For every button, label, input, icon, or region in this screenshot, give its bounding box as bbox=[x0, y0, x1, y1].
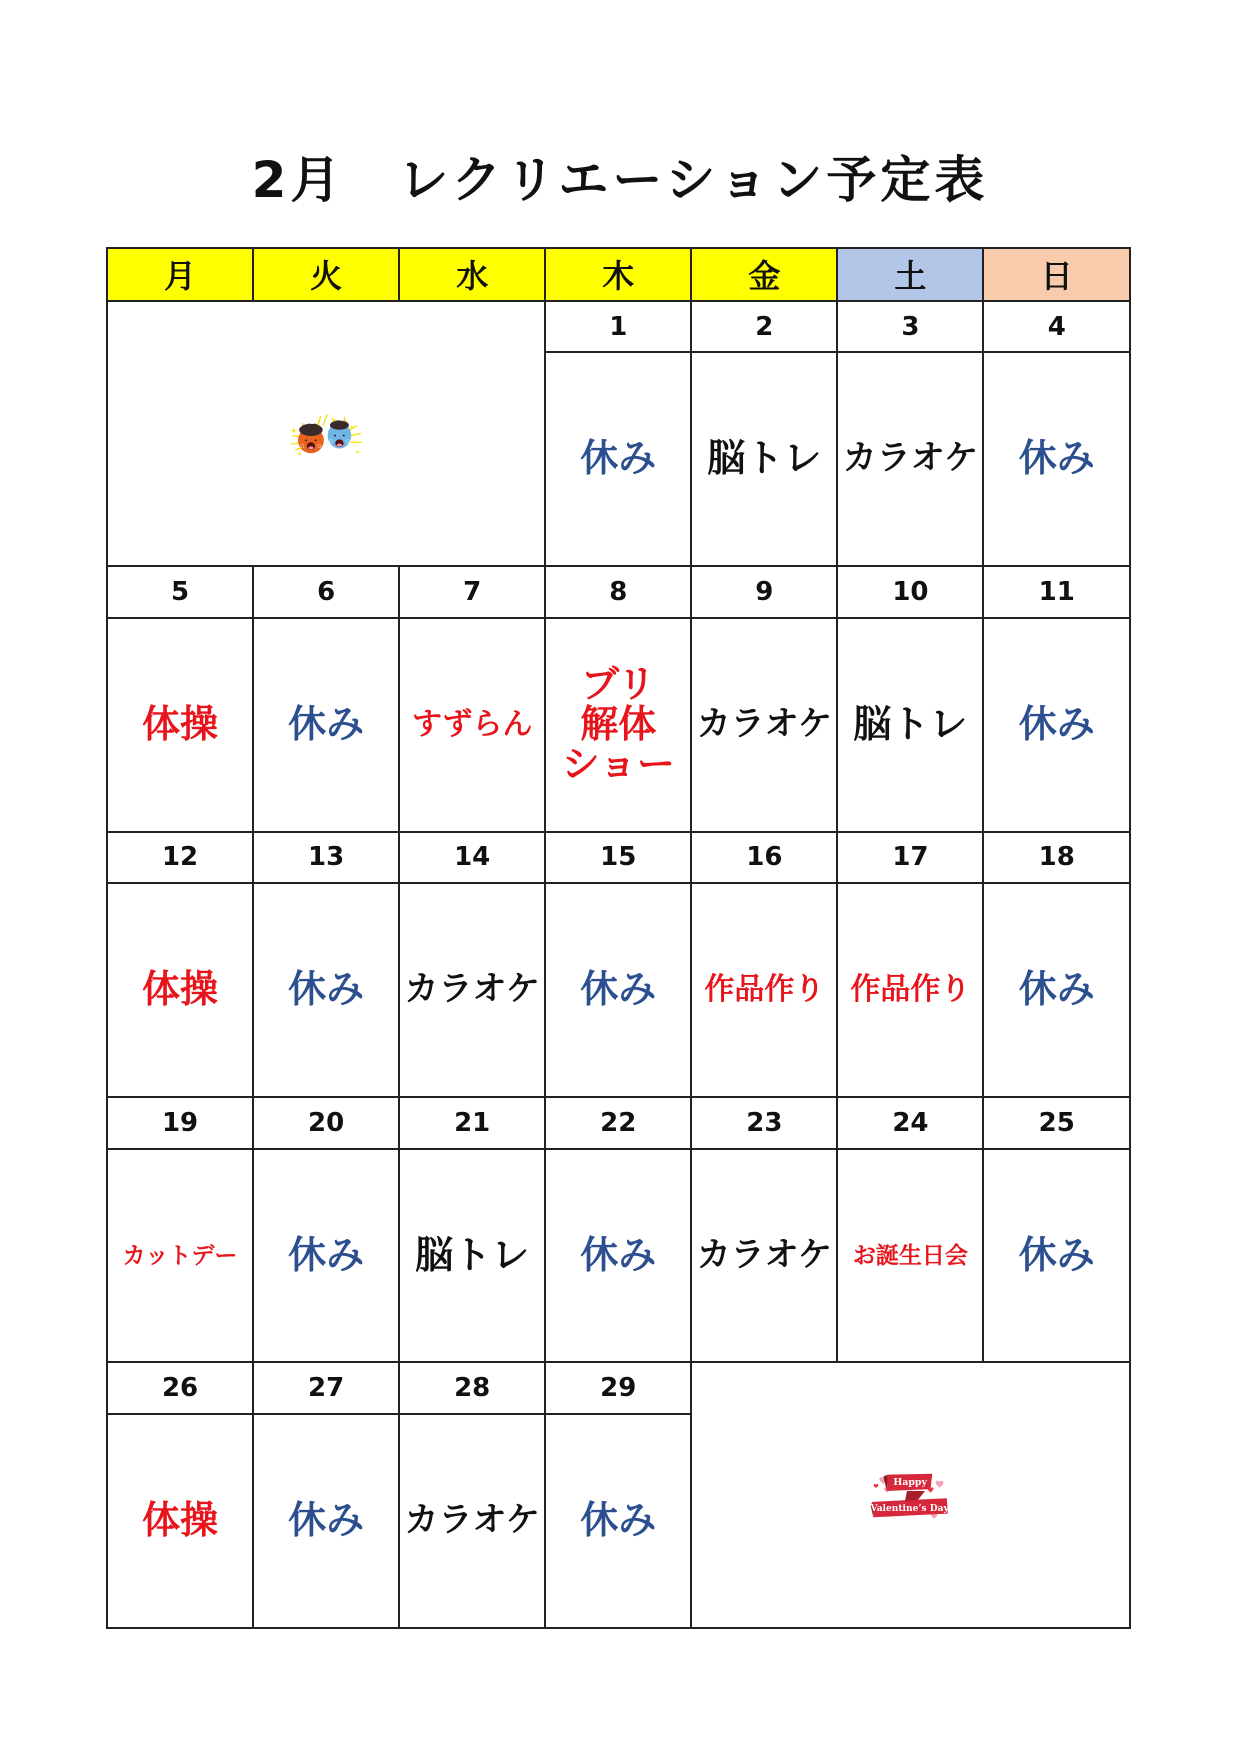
activity-cell: 休み bbox=[253, 1149, 399, 1363]
weekday-mon: 月 bbox=[107, 248, 253, 301]
date-cell: 23 bbox=[691, 1097, 837, 1149]
week-2-activities bbox=[107, 618, 1130, 832]
activity-cell: カットデー bbox=[107, 1149, 253, 1363]
date-cell: 29 bbox=[545, 1362, 691, 1414]
date-cell: 24 bbox=[837, 1097, 983, 1149]
date-cell: 10 bbox=[837, 566, 983, 618]
date-cell: 4 bbox=[983, 301, 1130, 353]
week-1-dates bbox=[107, 301, 1130, 353]
activity-cell: 脳トレ bbox=[399, 1149, 545, 1363]
activity-cell: お誕生日会 bbox=[837, 1149, 983, 1363]
date-cell: 20 bbox=[253, 1097, 399, 1149]
valentine-line2: Valentine’s Day bbox=[870, 1502, 950, 1514]
weekday-header-row bbox=[107, 248, 1130, 301]
activity-cell: カラオケ bbox=[691, 618, 837, 832]
page-title: 2月 レクリエーション予定表 bbox=[251, 151, 989, 209]
date-cell: 22 bbox=[545, 1097, 691, 1149]
weekday-fri: 金 bbox=[691, 248, 837, 301]
activity-cell: 休み bbox=[983, 883, 1130, 1097]
activity-cell: 脳トレ bbox=[691, 352, 837, 566]
date-cell: 18 bbox=[983, 832, 1130, 884]
date-cell: 25 bbox=[983, 1097, 1130, 1149]
activity-cell: 休み bbox=[253, 618, 399, 832]
activity-cell: 体操 bbox=[107, 618, 253, 832]
activity-cell: カラオケ bbox=[399, 1414, 545, 1628]
date-cell: 6 bbox=[253, 566, 399, 618]
activity-cell: 作品作り bbox=[837, 883, 983, 1097]
date-cell: 7 bbox=[399, 566, 545, 618]
week-3-activities bbox=[107, 883, 1130, 1097]
date-cell: 15 bbox=[545, 832, 691, 884]
activity-cell: 休み bbox=[253, 883, 399, 1097]
oni-icon bbox=[108, 409, 544, 458]
activity-cell: 休み bbox=[545, 883, 691, 1097]
valentine-illustration bbox=[691, 1362, 1130, 1628]
activity-cell: 休み bbox=[545, 1414, 691, 1628]
valentine-line1: Happy bbox=[893, 1476, 928, 1488]
activity-cell: すずらん bbox=[399, 618, 545, 832]
activity-cell: カラオケ bbox=[399, 883, 545, 1097]
weekday-wed: 水 bbox=[399, 248, 545, 301]
date-cell: 17 bbox=[837, 832, 983, 884]
activity-cell: 体操 bbox=[107, 1414, 253, 1628]
date-cell: 2 bbox=[691, 301, 837, 353]
weekday-thu: 木 bbox=[545, 248, 691, 301]
activity-cell: ブリ 解体 ショー bbox=[545, 618, 691, 832]
weekday-sat: 土 bbox=[837, 248, 983, 301]
date-cell: 28 bbox=[399, 1362, 545, 1414]
activity-cell: 作品作り bbox=[691, 883, 837, 1097]
activity-cell: 休み bbox=[253, 1414, 399, 1628]
date-cell: 12 bbox=[107, 832, 253, 884]
date-cell: 9 bbox=[691, 566, 837, 618]
date-cell: 14 bbox=[399, 832, 545, 884]
date-cell: 13 bbox=[253, 832, 399, 884]
activity-cell: 脳トレ bbox=[837, 618, 983, 832]
activity-cell: 体操 bbox=[107, 883, 253, 1097]
date-cell: 19 bbox=[107, 1097, 253, 1149]
activity-cell: 休み bbox=[983, 352, 1130, 566]
valentine-banner-icon bbox=[692, 1471, 1129, 1520]
week-4-dates bbox=[107, 1097, 1130, 1149]
activity-cell: 休み bbox=[983, 1149, 1130, 1363]
activity-cell: カラオケ bbox=[691, 1149, 837, 1363]
date-cell: 27 bbox=[253, 1362, 399, 1414]
date-cell: 21 bbox=[399, 1097, 545, 1149]
calendar-table bbox=[106, 247, 1131, 1629]
weekday-tue: 火 bbox=[253, 248, 399, 301]
activity-cell: 休み bbox=[983, 618, 1130, 832]
week-5-dates bbox=[107, 1362, 1130, 1414]
week-2-dates bbox=[107, 566, 1130, 618]
activity-cell: 休み bbox=[545, 352, 691, 566]
activity-cell: 休み bbox=[545, 1149, 691, 1363]
activity-cell: カラオケ bbox=[837, 352, 983, 566]
date-cell: 26 bbox=[107, 1362, 253, 1414]
date-cell: 3 bbox=[837, 301, 983, 353]
date-cell: 1 bbox=[545, 301, 691, 353]
date-cell: 16 bbox=[691, 832, 837, 884]
week-4-activities bbox=[107, 1149, 1130, 1363]
week-3-dates bbox=[107, 832, 1130, 884]
date-cell: 11 bbox=[983, 566, 1130, 618]
setsubun-oni-illustration bbox=[107, 301, 545, 566]
date-cell: 8 bbox=[545, 566, 691, 618]
weekday-sun: 日 bbox=[983, 248, 1130, 301]
date-cell: 5 bbox=[107, 566, 253, 618]
